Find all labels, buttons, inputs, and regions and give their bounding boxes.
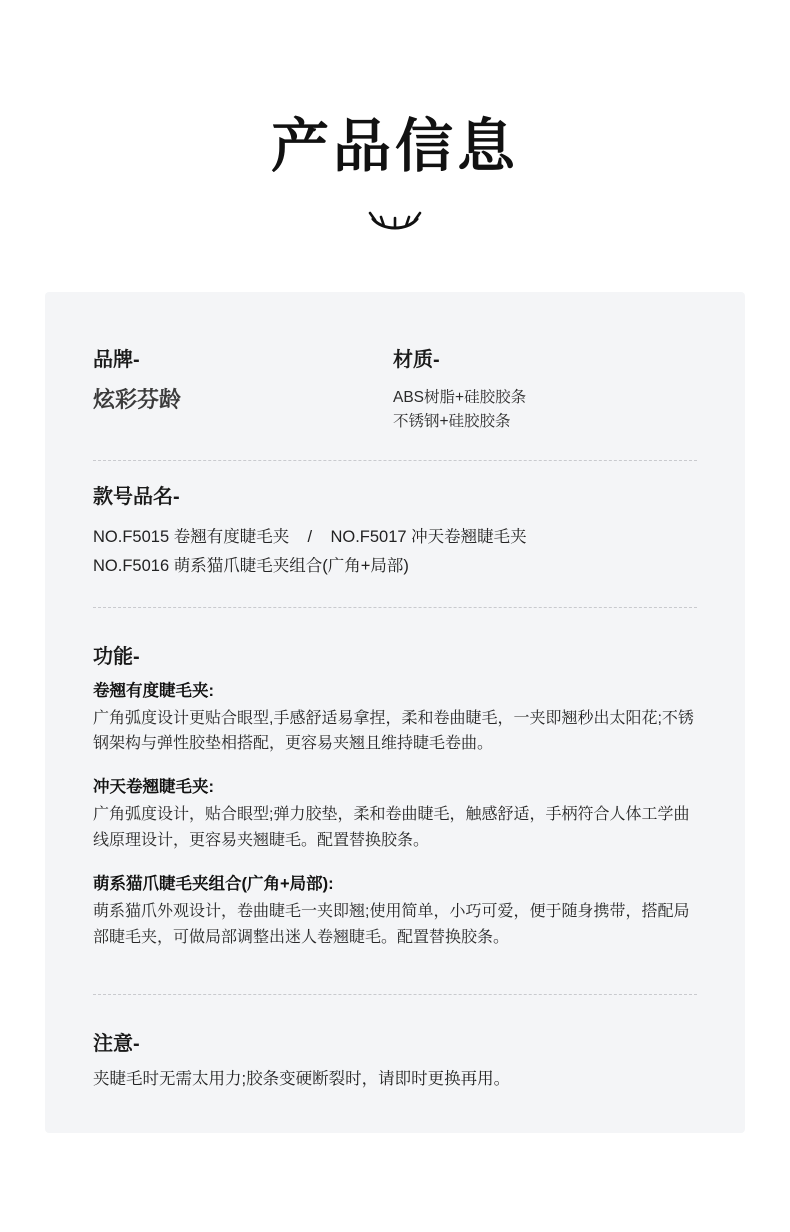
function-item-desc: 广角弧度设计，贴合眼型;弹力胶垫，柔和卷曲睫毛，触感舒适，手柄符合人体工学曲线原理设计，更容易夹翘睫毛。配置替换胶条。 (93, 806, 690, 849)
brand-label: 品牌- (93, 349, 140, 371)
material-label: 材质- (393, 349, 440, 371)
brand-value: 炫彩芬龄 (93, 387, 182, 412)
model-line-1: NO.F5015 卷翘有度睫毛夹 / NO.F5017 冲天卷翘睫毛夹 (93, 528, 527, 547)
function-list (93, 679, 697, 951)
material-value-line-2: 不锈钢+硅胶胶条 (393, 413, 511, 431)
function-item-desc: 萌系猫爪外观设计，卷曲睫毛一夹即翘;使用简单，小巧可爱，便于随身携带，搭配局部睫毛夹，可做局部调整出迷人卷翘睫毛。配置替换胶条。 (93, 902, 690, 946)
model-field (93, 485, 697, 581)
divider (93, 994, 697, 995)
function-item (93, 679, 697, 758)
function-item-name: 卷翘有度睫毛夹: (93, 681, 214, 700)
material-value-line-1: ABS树脂+硅胶胶条 (393, 389, 527, 406)
function-item (93, 872, 697, 951)
page-title: 产品信息 (270, 114, 519, 179)
notice-text: 夹睫毛时无需太用力;胶条变硬断裂时，请即时更换再用。 (93, 1070, 511, 1089)
brand-material-row (93, 348, 697, 434)
material-field (393, 348, 697, 434)
function-item-desc: 广角弧度设计更贴合眼型,手感舒适易拿捏，柔和卷曲睫毛，一夹即翘秒出太阳花;不锈钢架构与弹性胶垫相搭配，更容易夹翘且维持睫毛卷曲。 (93, 709, 694, 753)
function-field (93, 640, 697, 951)
function-item-name: 萌系猫爪睫毛夹组合(广角+局部): (93, 874, 334, 893)
brand-field (93, 348, 393, 415)
notice-label: 注意- (93, 1033, 140, 1056)
divider (93, 460, 697, 461)
function-label: 功能- (93, 645, 140, 668)
model-label: 款号品名- (93, 486, 180, 509)
function-item-name: 冲天卷翘睫毛夹: (93, 778, 214, 797)
notice-field (93, 1027, 697, 1092)
divider (93, 607, 697, 608)
product-info-card (45, 292, 745, 1133)
function-item (93, 775, 697, 854)
page-header (0, 0, 790, 236)
model-line-2: NO.F5016 萌系猫爪睫毛夹组合(广角+局部) (93, 556, 409, 575)
eyelash-icon (365, 210, 425, 236)
